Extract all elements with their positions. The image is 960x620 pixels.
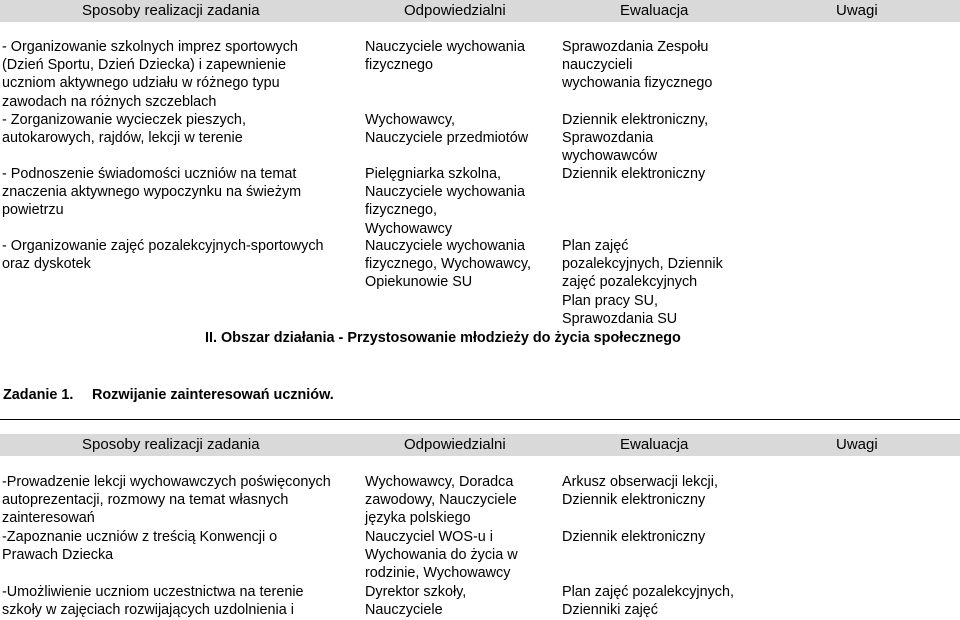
table2-header-notes: Uwagi (836, 436, 878, 453)
table1-header-evaluation: Ewaluacja (620, 2, 689, 19)
table1-row4-methods: - Organizowanie zajęć pozalekcyjnych-sportowych oraz dyskotek (2, 238, 324, 273)
table2-row2-evaluation: Dziennik elektroniczny (562, 529, 706, 545)
table2-row3-responsible: Dyrektor szkoły, Nauczyciele (365, 584, 467, 619)
table1-row2-methods: - Zorganizowanie wycieczek pieszych, autokarowych, rajdów, lekcji w terenie (2, 112, 246, 147)
table2-row2-responsible: Nauczyciel WOS-u i Wychowania do życia w rodzinie, Wychowawcy (365, 529, 518, 582)
task-title: Rozwijanie zainteresowań uczniów. (92, 387, 334, 403)
table1-row1-responsible: Nauczyciele wychowania fizycznego (365, 39, 525, 74)
table1-row1-methods: - Organizowanie szkolnych imprez sportowych (Dzień Sportu, Dzień Dziecka) i zapewnienie uczniom aktywnego udziału w różnego typu zawodach na różnych szczeblach (2, 39, 298, 110)
table1-row2-evaluation: Dziennik elektroniczny, Sprawozdania wychowawców (562, 112, 709, 165)
table2-row3-methods: -Umożliwienie uczniom uczestnictwa na terenie szkoły w zajęciach rozwijających uzdolnienia i (2, 584, 304, 619)
table2-row2-methods: -Zapoznanie uczniów z treścią Konwencji o Prawach Dziecka (2, 529, 278, 564)
table1-header (0, 0, 960, 22)
table1-row3-responsible: Pielęgniarka szkolna, Nauczyciele wychowania fizycznego, Wychowawcy (365, 166, 525, 237)
table1-header-responsible: Odpowiedzialni (404, 2, 506, 19)
table2-header (0, 434, 960, 456)
table1-row2-responsible: Wychowawcy, Nauczyciele przedmiotów (365, 112, 529, 147)
section-heading: II. Obszar działania - Przystosowanie młodzieży do życia społecznego (205, 330, 681, 346)
table2-row1-evaluation: Arkusz obserwacji lekcji, Dziennik elektroniczny (562, 474, 718, 509)
table1-row4-evaluation: Plan zajęć pozalekcyjnych, Dziennik zajęć pozalekcyjnych Plan pracy SU, Sprawozdania SU (562, 238, 723, 327)
table2-row1-methods: -Prowadzenie lekcji wychowawczych poświęconych autoprezentacji, rozmowy na temat własnych zainteresowań (2, 474, 331, 527)
table1-row1-evaluation: Sprawozdania Zespołu nauczycieli wychowania fizycznego (562, 39, 713, 92)
table2-row3-evaluation: Plan zajęć pozalekcyjnych, Dzienniki zajęć (562, 584, 734, 619)
table1-header-notes: Uwagi (836, 2, 878, 19)
table1-row3-evaluation: Dziennik elektroniczny (562, 166, 706, 182)
table1-row3-methods: - Podnoszenie świadomości uczniów na temat znaczenia aktywnego wypoczynku na świeżym powietrzu (2, 166, 302, 219)
table1-row4-responsible: Nauczyciele wychowania fizycznego, Wychowawcy, Opiekunowie SU (365, 238, 531, 291)
table2-header-methods: Sposoby realizacji zadania (82, 436, 260, 453)
task-label: Zadanie 1. (3, 387, 74, 403)
table2-row1-responsible: Wychowawcy, Doradca zawodowy, Nauczyciele języka polskiego (365, 474, 517, 527)
table1-header-methods: Sposoby realizacji zadania (82, 2, 260, 19)
table2-top-border (0, 419, 960, 420)
table2-header-evaluation: Ewaluacja (620, 436, 689, 453)
table2-header-responsible: Odpowiedzialni (404, 436, 506, 453)
